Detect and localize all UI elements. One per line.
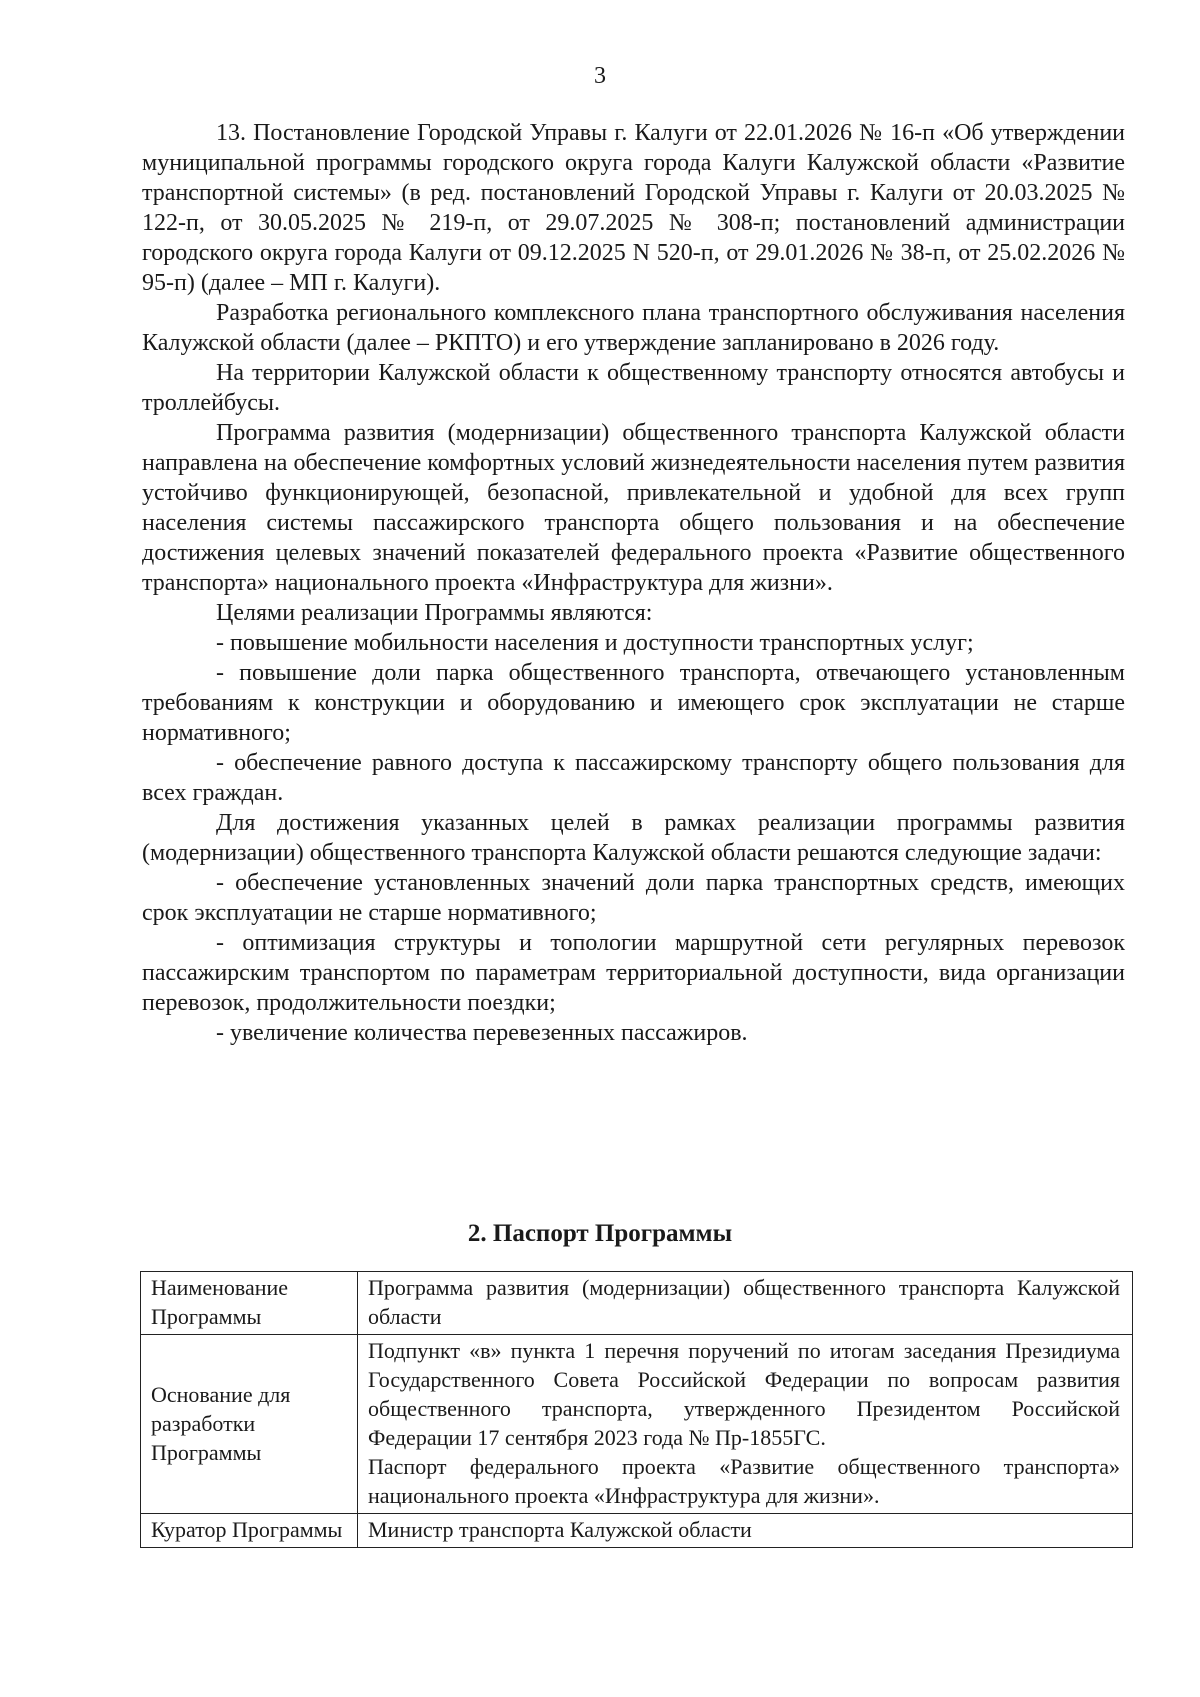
paragraph: Программа развития (модернизации) общественного транспорта Калужской области направлена на обеспечение комфортных условий жизнедеятельности населения путем развития устойчиво функционирующей, безопасной, привлекательной и удобной для всех групп населения системы пассажирского транспорта общего пользования и на обеспечение достижения целевых значений показателей федерального проекта «Развитие общественного транспорта» национального проекта «Инфраструктура для жизни». bbox=[142, 420, 1125, 596]
list-item: - повышение мобильности населения и доступности транспортных услуг; bbox=[216, 630, 974, 656]
list-item: - оптимизация структуры и топологии маршрутной сети регулярных перевозок пассажирским транспортом по параметрам территориальной доступности, вида организации перевозок, продолжительности поездки; bbox=[142, 930, 1125, 1016]
table-row bbox=[141, 1335, 1133, 1514]
paragraph: Разработка регионального комплексного плана транспортного обслуживания населения Калужской области (далее – РКПТО) и его утверждение запланировано в 2026 году. bbox=[142, 300, 1125, 356]
table-cell-value bbox=[358, 1335, 1133, 1514]
list-item: - обеспечение установленных значений доли парка транспортных средств, имеющих срок эксплуатации не старше нормативного; bbox=[142, 870, 1125, 926]
page-number: 3 bbox=[594, 63, 606, 89]
list-item: - увеличение количества перевезенных пассажиров. bbox=[216, 1020, 748, 1046]
paragraph: 13. Постановление Городской Управы г. Калуги от 22.01.2026 № 16-п «Об утверждении муниципальной программы городского округа города Калуги Калужской области «Развитие транспортной системы» (в ред. постановлений Городской Управы г. Калуги от 20.03.2025 № 122-п, от 30.05.2025 № 219-п, от 29.07.2025 № 308-п; постановлений администрации городского округа города Калуги от 09.12.2025 N 520-п, от 29.01.2026 № 38-п, от 25.02.2026 № 95-п) (далее – МП г. Калуги). bbox=[142, 120, 1125, 296]
table-cell-text: Паспорт федерального проекта «Развитие общественного транспорта» национального проекта «Инфраструктура для жизни». bbox=[368, 1454, 1120, 1508]
table-cell-text: Подпункт «в» пункта 1 перечня поручений по итогам заседания Президиума Государственного Совета Российской Федерации по вопросам развития общественного транспорта, утвержденного Президентом Российской Федерации 17 сентября 2023 года № Пр-1855ГС. bbox=[368, 1338, 1120, 1450]
table-cell-value bbox=[358, 1514, 1133, 1548]
paragraph: На территории Калужской области к общественному транспорту относятся автобусы и троллейбусы. bbox=[142, 360, 1125, 416]
table-cell-label: Наименование Программы bbox=[141, 1272, 358, 1335]
table-row bbox=[141, 1272, 1133, 1335]
paragraph: Целями реализации Программы являются: bbox=[216, 600, 653, 626]
body-text bbox=[142, 118, 1125, 1048]
table-cell-text: Министр транспорта Калужской области bbox=[368, 1517, 752, 1542]
section-heading: 2. Паспорт Программы bbox=[467, 1220, 733, 1247]
list-item: - обеспечение равного доступа к пассажирскому транспорту общего пользования для всех граждан. bbox=[142, 750, 1125, 806]
paragraph: Для достижения указанных целей в рамках реализации программы развития (модернизации) общественного транспорта Калужской области решаются следующие задачи: bbox=[142, 810, 1125, 866]
list-item: - повышение доли парка общественного транспорта, отвечающего установленным требованиям к конструкции и оборудованию и имеющего срок эксплуатации не старше нормативного; bbox=[142, 660, 1125, 746]
table-cell-label: Куратор Программы bbox=[141, 1514, 358, 1548]
passport-table bbox=[140, 1271, 1133, 1548]
table-cell-label: Основание для разработки Программы bbox=[141, 1335, 358, 1514]
table-cell-text: Программа развития (модернизации) общественного транспорта Калужской области bbox=[368, 1275, 1120, 1329]
table-cell-value bbox=[358, 1272, 1133, 1335]
table-row bbox=[141, 1514, 1133, 1548]
